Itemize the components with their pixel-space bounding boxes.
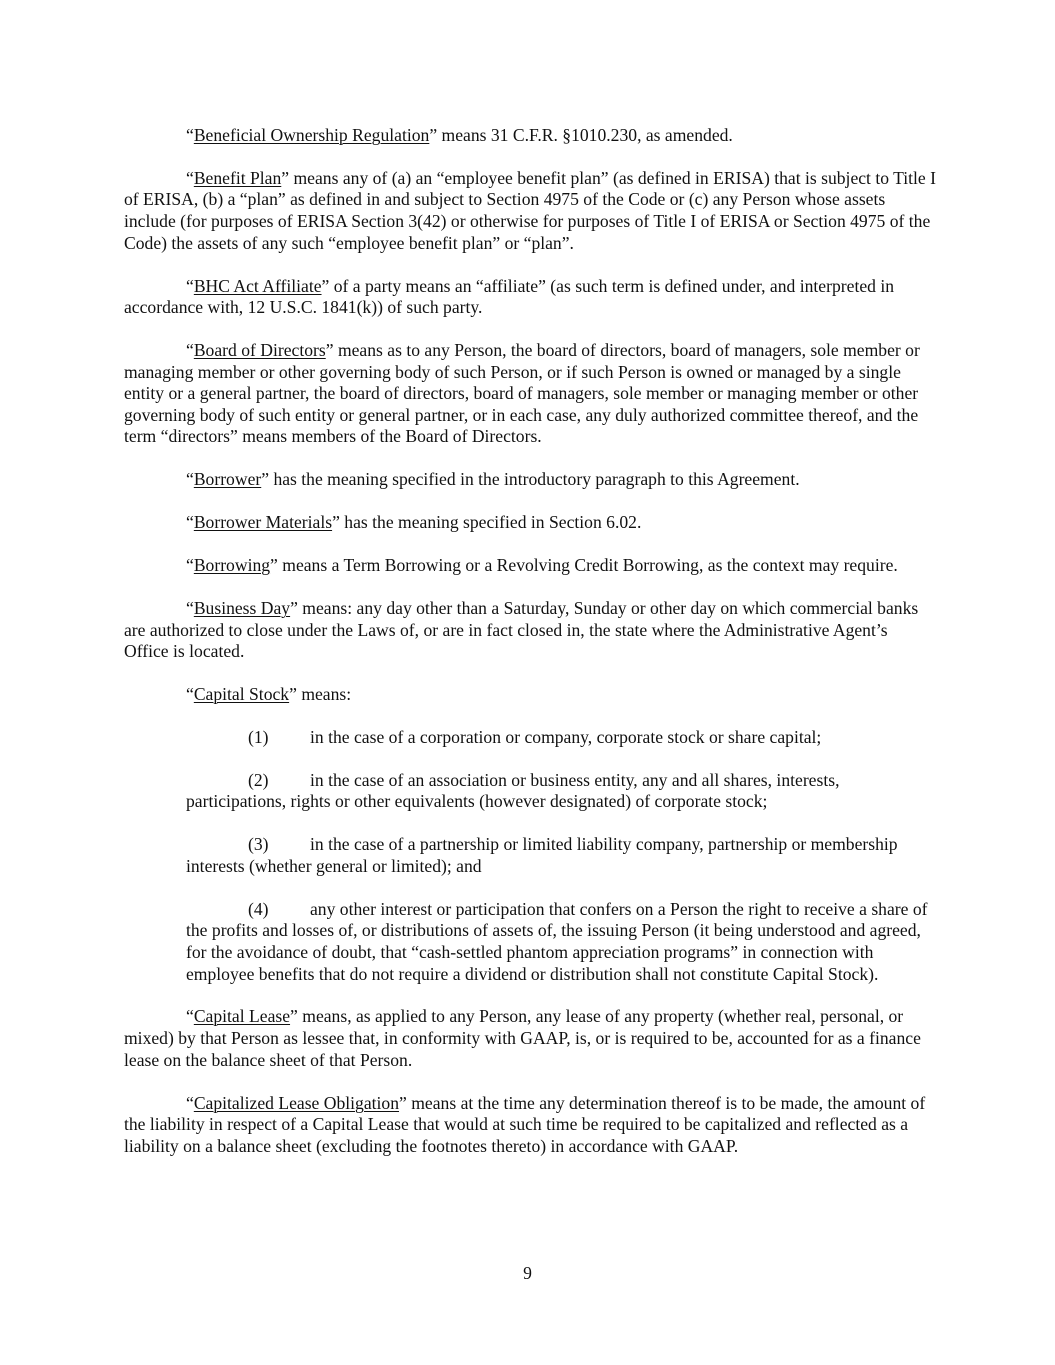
definition-text: ” of a party means an “affiliate” (as such term is defined under, and interpreted in accordance with, 12 U.S.C. 1841(k)) of such party.: [124, 275, 895, 318]
page-number: 9: [523, 1263, 532, 1283]
clause-text: in the case of a partnership or limited liability company, partnership or membership interests (whether general or limited); and: [186, 834, 898, 876]
defined-term: Borrower: [193, 469, 262, 490]
definitions-list: [124, 125, 936, 1179]
definition-text: ” has the meaning specified in Section 6.02.: [332, 512, 642, 533]
capital-stock-clause: [186, 899, 936, 985]
defined-term: Capital Lease: [193, 1006, 291, 1027]
definition-borrower-materials: “Borrower Materials” has the meaning specified in Section 6.02.: [186, 512, 642, 533]
definition-borrowing: “Borrowing” means a Term Borrowing or a Revolving Credit Borrowing, as the context may require.: [186, 555, 898, 576]
capital-stock-clause: [186, 770, 936, 813]
definition-bhc-act-affiliate: “BHC Act Affiliate” of a party means an “affiliate” (as such term is defined under, and interpreted in accordance with, 12 U.S.C. 1841(k)) of such party.: [124, 275, 895, 318]
defined-term: Capitalized Lease Obligation: [193, 1092, 400, 1113]
defined-term: Business Day: [193, 597, 291, 618]
definition-text: ” means a Term Borrowing or a Revolving Credit Borrowing, as the context may require.: [270, 555, 898, 576]
definition-text: ” means as to any Person, the board of directors, board of managers, sole member or managing member or other governing body of such Person, or if such Person is owned or managed by a single entity or a general partner, the board of directors, board of managers, sole member or managing member or other governing body of such entity or general partner, or in each case, any duly authorized committee thereof, and the term “directors” means members of the Board of Directors.: [124, 340, 920, 447]
definition-beneficial-ownership-regulation: “Beneficial Ownership Regulation” means 31 C.F.R. §1010.230, as amended.: [186, 125, 733, 145]
definition-text: ” means at the time any determination thereof is to be made, the amount of the liability in respect of a Capital Lease that would at such time be required to be capitalized and reflected as a liability on a balance sheet (excluding the footnotes thereto) in accordance with GAAP.: [124, 1092, 926, 1156]
capital-stock-clause: [186, 727, 936, 749]
definition-text: ” means: any day other than a Saturday, Sunday or other day on which commercial banks are authorized to close under the Laws of, or are in fact closed in, the state where the Administrative Agent’s Office is located.: [124, 597, 919, 662]
definition-borrower: “Borrower” has the meaning specified in the introductory paragraph to this Agreement.: [186, 469, 800, 490]
definition-business-day: “Business Day” means: any day other than a Saturday, Sunday or other day on which commercial banks are authorized to close under the Laws of, or are in fact closed in, the state where the Administrative Agent’s Office is located.: [124, 597, 919, 662]
definition-capitalized-lease-obligation: “Capitalized Lease Obligation” means at the time any determination thereof is to be made, the amount of the liability in respect of a Capital Lease that would at such time be required to be capitalized and reflected as a liability on a balance sheet (excluding the footnotes thereto) in accordance with GAAP.: [124, 1092, 926, 1156]
capital-stock-clause: [186, 834, 936, 877]
definition-text: ” means:: [289, 684, 352, 705]
definition-text: ” means, as applied to any Person, any lease of any property (whether real, personal, or mixed) by that Person as lessee that, in conformity with GAAP, is, or is required to be, accounted for as a finance lease on the balance sheet of that Person.: [124, 1006, 921, 1070]
definition-text: ” means 31 C.F.R. §1010.230, as amended.: [429, 125, 733, 145]
clause-number: (1): [248, 726, 269, 747]
definition-board-of-directors: “Board of Directors” means as to any Person, the board of directors, board of managers, sole member or managing member or other governing body of such Person, or if such Person is owned or managed by a single entity or a general partner, the board of directors, board of managers, sole member or managing member or other governing body of such entity or general partner, or in each case, any duly authorized committee thereof, and the term “directors” means members of the Board of Directors.: [124, 340, 920, 447]
clause-text: in the case of a corporation or company, corporate stock or share capital;: [310, 726, 822, 747]
clause-number: (3): [248, 834, 269, 855]
clause-text: any other interest or participation that confers on a Person the right to receive a share of the profits and losses of, or distributions of assets of, the issuing Person (it being understood and agreed, for the avoidance of doubt, that “cash-settled phantom appreciation programs” in connection with employee benefits that do not require a dividend or distribution shall not constitute Capital Stock).: [186, 898, 928, 984]
defined-term: Borrowing: [193, 555, 271, 576]
definition-capital-lease: “Capital Lease” means, as applied to any Person, any lease of any property (whether real, personal, or mixed) by that Person as lessee that, in conformity with GAAP, is, or is required to be, accounted for as a finance lease on the balance sheet of that Person.: [124, 1006, 921, 1070]
definition-text: ” has the meaning specified in the introductory paragraph to this Agreement.: [261, 469, 800, 490]
definition-text: ” means any of (a) an “employee benefit plan” (as defined in ERISA) that is subject to Title I of ERISA, (b) a “plan” as defined in and subject to Section 4975 of the Code or (c) any Person whose assets include (for purposes of ERISA Section 3(42) or otherwise for purposes of Title I of ERISA or Section 4975 of the Code) the assets of any such “employee benefit plan” or “plan”.: [124, 167, 936, 253]
defined-term: Beneficial Ownership Regulation: [193, 125, 430, 145]
clause-text: in the case of an association or business entity, any and all shares, interests, participations, rights or other equivalents (however designated) of corporate stock;: [186, 769, 840, 812]
defined-term: Board of Directors: [193, 340, 326, 361]
defined-term: Benefit Plan: [193, 167, 282, 188]
defined-term: BHC Act Affiliate: [193, 275, 322, 296]
definition-capital-stock: “Capital Stock” means:: [186, 684, 352, 705]
clause-number: (4): [248, 898, 269, 919]
defined-term: Borrower Materials: [193, 512, 333, 533]
defined-term: Capital Stock: [193, 684, 290, 705]
definition-benefit-plan: “Benefit Plan” means any of (a) an “employee benefit plan” (as defined in ERISA) that is subject to Title I of ERISA, (b) a “plan” as defined in and subject to Section 4975 of the Code or (c) any Person whose assets include (for purposes of ERISA Section 3(42) or otherwise for purposes of Title I of ERISA or Section 4975 of the Code) the assets of any such “employee benefit plan” or “plan”.: [124, 167, 936, 253]
clause-number: (2): [248, 769, 269, 790]
